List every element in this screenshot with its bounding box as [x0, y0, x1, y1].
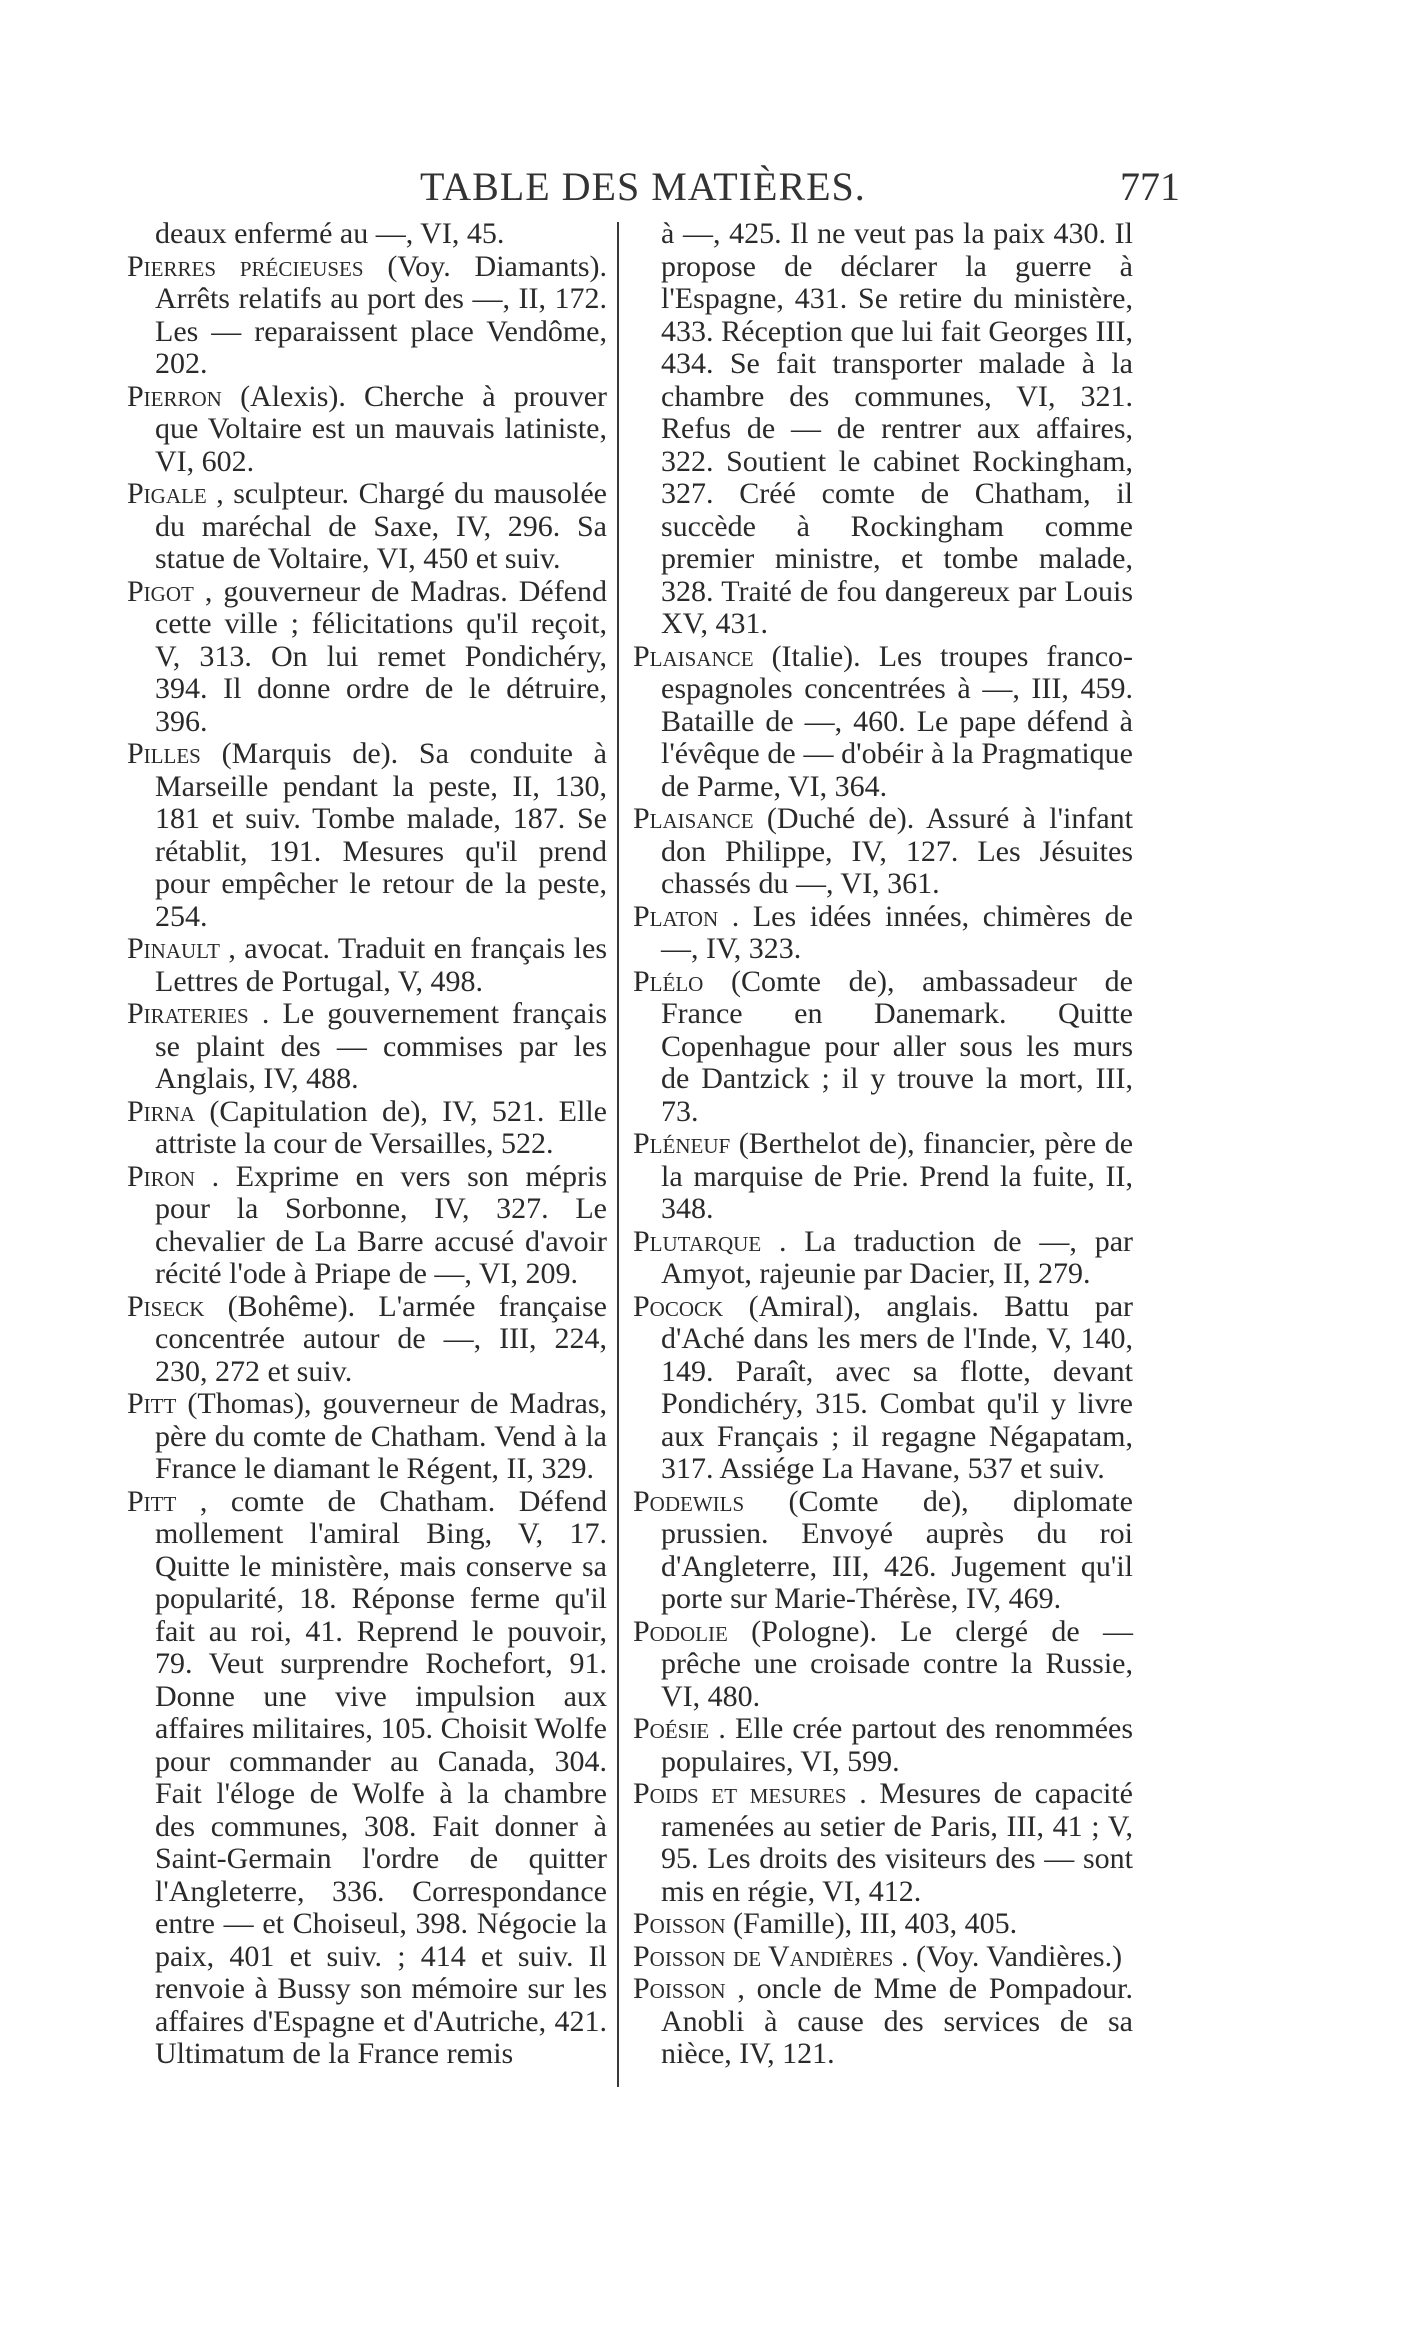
column-divider — [617, 222, 619, 2087]
index-entry — [127, 738, 607, 933]
index-entry — [127, 1486, 607, 2071]
entry-headword: Plaisance — [633, 802, 754, 835]
index-entry — [127, 1161, 607, 1291]
index-entry — [633, 1291, 1133, 1486]
entry-text: (Comte de), diplomate prussien. Envoyé auprès du roi d'Angleterre, III, 426. Jugement qu'il porte sur Marie-Thérèse, IV, 469. — [661, 1484, 1134, 1615]
index-entry — [127, 1388, 607, 1486]
entry-headword: Platon — [633, 899, 719, 933]
index-entry — [633, 1713, 1133, 1778]
entry-headword: Podolie — [633, 1614, 728, 1648]
index-entry — [633, 901, 1133, 966]
entry-headword: Plaisance — [633, 639, 754, 673]
entry-headword: Pitt — [127, 1484, 177, 1518]
entry-text: (Italie). Les troupes franco-espagnoles concentrées à —, III, 459. Bataille de —, 460. Le pape défend à l'évêque de — d'obéir à la Pragmatique de Parme, VI, 364. — [661, 639, 1134, 803]
entry-headword: Poisson — [633, 1972, 726, 2005]
index-entry — [633, 803, 1133, 901]
index-entry — [633, 1941, 1133, 1974]
index-entry — [633, 1486, 1133, 1616]
entry-text: , comte de Chatham. Défend mollement l'amiral Bing, V, 17. Quitte le ministère, mais conserve sa popularité, 18. Réponse ferme qu'il fait au roi, 41. Reprend le pouvoir, 79. Veut surprendre Rochefort, 91. Donne une vive impulsion aux affaires militaires, 105. Choisit Wolfe pour commander au Canada, 304. Fait l'éloge de Wolfe à la chambre des communes, 308. Fait donner à Saint-Germain l'ordre de quitter l'Angleterre, 336. Correspondance entre — et Choiseul, 398. Négocie la paix, 401 et suiv. ; 414 et suiv. Il renvoie à Bussy son mémoire sur les affaires d'Espagne et d'Autriche, 421. Ultimatum de la France remis — [155, 1484, 608, 2070]
entry-headword: Plélo — [633, 964, 704, 998]
entry-headword: Pirateries — [127, 997, 249, 1030]
entry-headword: Pigale — [127, 477, 207, 510]
entry-headword: Poisson — [633, 1907, 726, 1940]
entry-headword: Pitt — [127, 1387, 177, 1420]
entry-headword: Piseck — [127, 1289, 205, 1323]
index-entry — [633, 218, 1133, 641]
entry-headword: Poisson de Vandières — [633, 1939, 894, 1973]
index-entry — [633, 1616, 1133, 1714]
entry-text: (Pologne). Le clergé de — prêche une croisade contre la Russie, VI, 480. — [661, 1614, 1133, 1713]
entry-text: . (Voy. Vandières.) — [900, 1939, 1123, 1973]
entry-text: . La traduction de —, par Amyot, rajeunie par Dacier, II, 279. — [661, 1224, 1133, 1290]
index-entry — [127, 381, 607, 479]
page-title: TABLE DES MATIÈRES. — [420, 164, 866, 209]
index-entry — [127, 1096, 607, 1161]
index-entry — [633, 966, 1133, 1129]
entry-text: (Alexis). Cherche à prouver que Voltaire est un mauvais latiniste, VI, 602. — [155, 379, 607, 478]
entry-headword: Pocock — [633, 1289, 724, 1323]
left-column — [127, 218, 607, 2071]
entry-text: . Les idées innées, chimères de —, IV, 323. — [661, 899, 1133, 965]
index-entry — [127, 998, 607, 1096]
entry-headword: Piron — [127, 1159, 196, 1193]
entry-text: (Comte de), ambassadeur de France en Danemark. Quitte Copenhague pour aller sous les murs de Dantzick ; il y trouve la mort, III, 73. — [661, 964, 1133, 1128]
entry-text: (Capitulation de), IV, 521. Elle attriste la cour de Versailles, 522. — [155, 1094, 607, 1160]
entry-headword: Poésie — [633, 1712, 710, 1745]
entry-headword: Pierres précieuses — [127, 249, 364, 283]
index-entry — [633, 1973, 1133, 2071]
entry-headword: Poids et mesures — [633, 1777, 847, 1810]
entry-text: , sculpteur. Chargé du mausolée du maréchal de Saxe, IV, 296. Sa statue de Voltaire, VI, 450 et suiv. — [155, 477, 607, 575]
entry-text: (Bohême). L'armée française concentrée autour de —, III, 224, 230, 272 et suiv. — [155, 1289, 607, 1388]
entry-headword: Pléneuf — [633, 1127, 731, 1160]
index-entry — [127, 478, 607, 576]
page-number: 771 — [1120, 164, 1180, 209]
entry-headword: Podewils — [633, 1484, 745, 1518]
entry-text: (Berthelot de), financier, père de la marquise de Prie. Prend la fuite, II, 348. — [661, 1127, 1134, 1225]
entry-headword: Pilles — [127, 737, 201, 770]
entry-text: , oncle de Mme de Pompadour. Anobli à cause des services de sa nièce, IV, 121. — [661, 1972, 1134, 2070]
entry-text: , avocat. Traduit en français les Lettres de Portugal, V, 498. — [155, 932, 607, 998]
index-entry — [633, 1128, 1133, 1226]
index-entry — [633, 1226, 1133, 1291]
entry-text: , gouverneur de Madras. Défend cette ville ; félicitations qu'il reçoit, V, 313. On lui remet Pondichéry, 394. Il donne ordre de le détruire, 396. — [155, 574, 608, 738]
entry-text: à —, 425. Il ne veut pas la paix 430. Il propose de déclarer la guerre à l'Espagne, 431. Se retire du ministère, 433. Réception que lui fait Georges III, 434. Se fait transporter malade à la chambre des communes, VI, 321. Refus de — de rentrer aux affaires, 322. Soutient le cabinet Rockingham, 327. Créé comte de Chatham, il succède à Rockingham comme premier ministre, et tombe malade, 328. Traité de fou dangereux par Louis XV, 431. — [661, 217, 1133, 640]
index-entry — [127, 1291, 607, 1389]
entry-text: . Le gouvernement français se plaint des — commises par les Anglais, IV, 488. — [155, 997, 607, 1095]
index-entry — [127, 933, 607, 998]
index-entry — [127, 251, 607, 381]
entry-text: (Thomas), gouverneur de Madras, père du comte de Chatham. Vend à la France le diamant le Régent, II, 329. — [155, 1387, 607, 1485]
entry-text: . Exprime en vers son mépris pour la Sorbonne, IV, 327. Le chevalier de La Barre accusé d'avoir récité l'ode à Priape de —, VI, 209. — [155, 1159, 607, 1290]
index-entry — [633, 1778, 1133, 1908]
entry-text: (Duché de). Assuré à l'infant don Philippe, IV, 127. Les Jésuites chassés du —, VI, 361. — [661, 802, 1133, 900]
entry-headword: Pirna — [127, 1094, 196, 1128]
entry-headword: Pigot — [127, 574, 194, 608]
entry-text: . Elle crée partout des renommées populaires, VI, 599. — [661, 1712, 1133, 1778]
index-entry — [127, 576, 607, 739]
index-entry — [127, 218, 607, 251]
right-column — [633, 218, 1133, 2071]
running-header — [0, 155, 1413, 215]
entry-headword: Plutarque — [633, 1224, 762, 1258]
index-entry — [633, 641, 1133, 804]
entry-headword: Pierron — [127, 379, 222, 413]
entry-text: (Marquis de). Sa conduite à Marseille pendant la peste, II, 130, 181 et suiv. Tombe malade, 187. Se rétablit, 191. Mesures qu'il prend pour empêcher le retour de la peste, 254. — [155, 737, 607, 933]
entry-text: . Mesures de capacité ramenées au setier de Paris, III, 41 ; V, 95. Les droits des visiteurs des — sont mis en régie, VI, 412. — [661, 1777, 1133, 1908]
entry-text: deaux enfermé au —, VI, 45. — [155, 217, 505, 250]
entry-text: (Voy. Diamants). Arrêts relatifs au port des —, II, 172. Les — reparaissent place Vendôme, 202. — [155, 249, 608, 380]
entry-text: (Famille), III, 403, 405. — [733, 1907, 1018, 1940]
entry-text: (Amiral), anglais. Battu par d'Aché dans les mers de l'Inde, V, 140, 149. Paraît, avec sa flotte, devant Pondichéry, 315. Combat qu'il y livre aux Français ; il regagne Négapatam, 317. Assiége La Havane, 537 et suiv. — [661, 1289, 1133, 1485]
index-entry — [633, 1908, 1133, 1941]
entry-headword: Pinault — [127, 932, 220, 965]
